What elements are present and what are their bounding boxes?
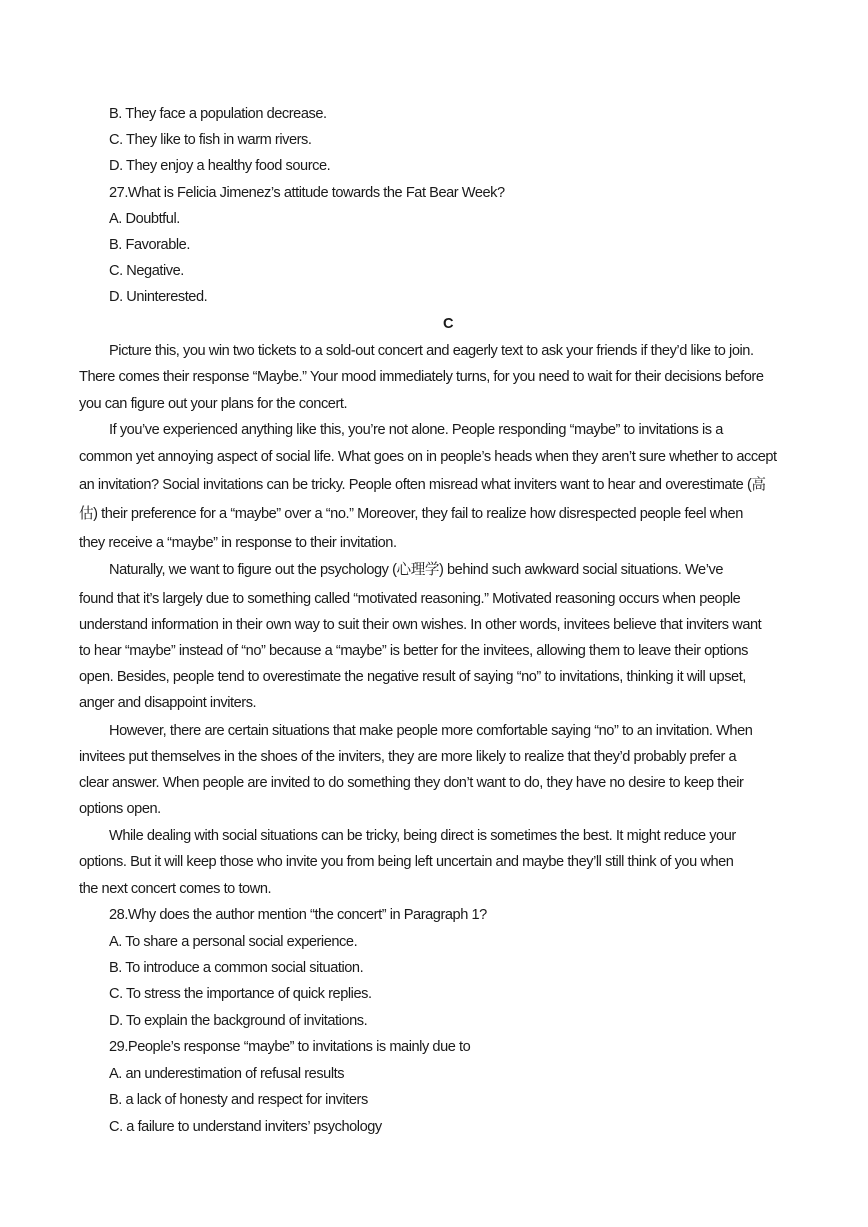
q27-option-b: B. Favorable.: [109, 237, 190, 253]
passage-line: Picture this, you win two tickets to a sold-out concert and eagerly text to ask your friends if they’d like to join.: [109, 343, 754, 359]
passage-line: you can figure out your plans for the concert.: [79, 396, 348, 412]
passage-line: they receive a “maybe” in response to their invitation.: [79, 535, 397, 551]
passage-line: open. Besides, people tend to overestimate the negative result of saying “no” to invitations, thinking it will upset,: [79, 669, 746, 685]
passage-line: anger and disappoint inviters.: [79, 695, 257, 711]
q26-option-c: C. They like to fish in warm rivers.: [109, 132, 312, 148]
q28-option-c: C. To stress the importance of quick replies.: [109, 986, 372, 1002]
q26-option-d: D. They enjoy a healthy food source.: [109, 158, 331, 174]
passage-line: found that it’s largely due to something called “motivated reasoning.” Motivated reasoning occurs when people: [79, 591, 741, 607]
passage-line: the next concert comes to town.: [79, 881, 272, 897]
q29-question: 29.People’s response “maybe” to invitations is mainly due to: [109, 1039, 471, 1055]
passage-line: to hear “maybe” instead of “no” because a “maybe” is better for the invitees, allowing them to leave their options: [79, 643, 749, 659]
q29-option-b: B. a lack of honesty and respect for inviters: [109, 1092, 368, 1108]
passage-line: an invitation? Social invitations can be tricky. People often misread what inviters want to hear and overestimate (高: [79, 477, 766, 493]
passage-line: common yet annoying aspect of social life. What goes on in people’s heads when they aren’t sure whether to accept: [79, 449, 777, 465]
q27-option-d: D. Uninterested.: [109, 289, 208, 305]
passage-line: However, there are certain situations that make people more comfortable saying “no” to an invitation. When: [109, 723, 753, 739]
passage-line: Naturally, we want to figure out the psychology (心理学) behind such awkward social situations. We’ve: [109, 562, 724, 578]
passage-line: 估) their preference for a “maybe” over a “no.” Moreover, they fail to realize how disrespected people feel when: [79, 506, 743, 522]
q28-option-a: A. To share a personal social experience.: [109, 934, 358, 950]
passage-line: There comes their response “Maybe.” Your mood immediately turns, for you need to wait for their decisions before: [79, 369, 764, 385]
passage-line: understand information in their own way to suit their own wishes. In other words, invitees believe that inviters want: [79, 617, 762, 633]
passage-line: clear answer. When people are invited to do something they don’t want to do, they have no desire to keep their: [79, 775, 744, 791]
q28-option-d: D. To explain the background of invitations.: [109, 1013, 368, 1029]
q27-option-a: A. Doubtful.: [109, 211, 180, 227]
q29-option-c: C. a failure to understand inviters’ psychology: [109, 1119, 382, 1135]
section-heading: C: [442, 316, 454, 332]
q27-option-c: C. Negative.: [109, 263, 184, 279]
passage-line: options open.: [79, 801, 161, 817]
q28-question: 28.Why does the author mention “the concert” in Paragraph 1?: [109, 907, 487, 923]
q27-question: 27.What is Felicia Jimenez’s attitude towards the Fat Bear Week?: [109, 185, 505, 201]
passage-line: While dealing with social situations can be tricky, being direct is sometimes the best. It might reduce your: [109, 828, 736, 844]
q28-option-b: B. To introduce a common social situation.: [109, 960, 364, 976]
q26-option-b: B. They face a population decrease.: [109, 106, 327, 122]
passage-line: invitees put themselves in the shoes of the inviters, they are more likely to realize that they’d probably prefer a: [79, 749, 737, 765]
passage-line: options. But it will keep those who invite you from being left uncertain and maybe they’ll still think of you when: [79, 854, 734, 870]
passage-line: If you’ve experienced anything like this, you’re not alone. People responding “maybe” to invitations is a: [109, 422, 723, 438]
q29-option-a: A. an underestimation of refusal results: [109, 1066, 345, 1082]
